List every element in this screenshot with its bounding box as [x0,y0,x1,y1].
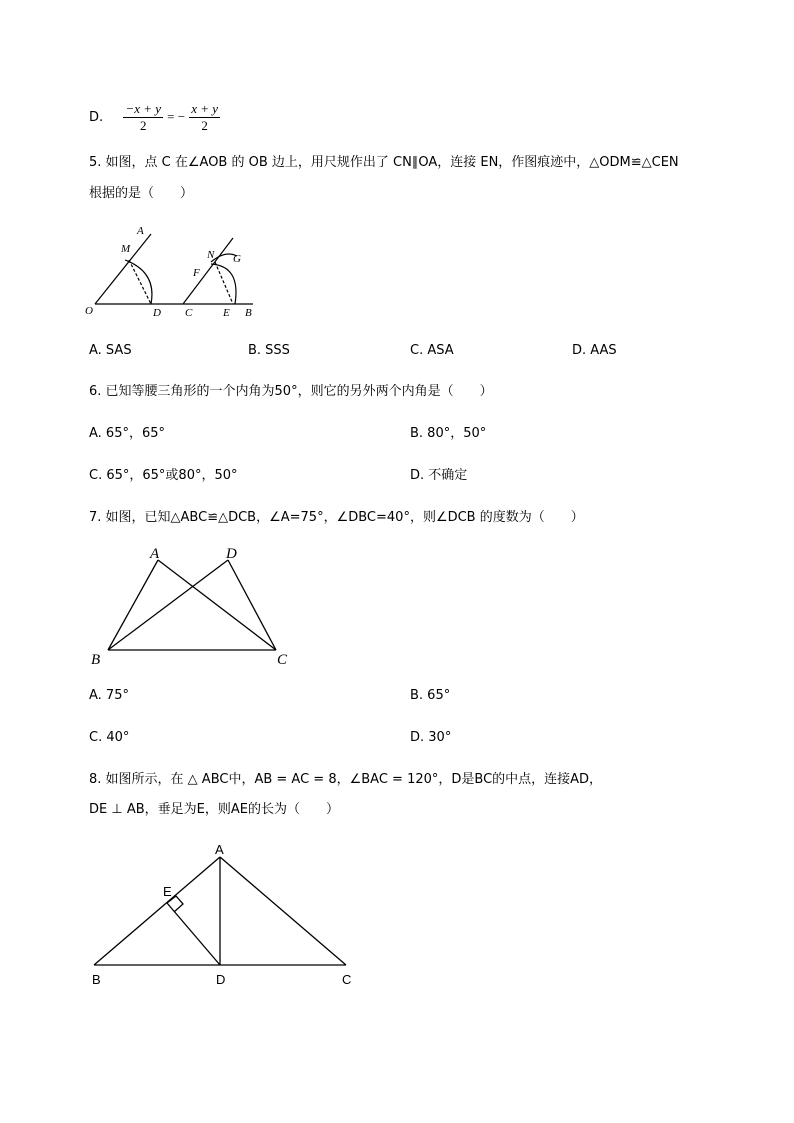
label-A: A [137,225,144,237]
option-d-label: D. [89,110,104,125]
label-M: M [121,243,131,255]
q7-option-c: C. 40° [89,730,130,745]
label-G: G [233,253,241,265]
ray-cn [183,238,233,304]
side-ba [94,857,220,965]
label-B: B [245,307,252,319]
label-E: E [163,884,172,899]
q7-option-d: D. 30° [410,730,452,745]
prev-option-d [89,97,220,138]
label-A: A [215,842,224,857]
lhs-denominator: 2 [139,118,147,133]
label-O: O [85,305,93,317]
label-E: E [223,307,230,319]
lhs-numerator: −x + y [125,101,162,116]
q6-option-a: A. 65°，65° [89,426,166,441]
side-ac [158,560,276,650]
q7-option-b: B. 65° [410,688,451,703]
q5-stem-line1: 5. 如图，点 C 在∠AOB 的 OB 边上，用尺规作出了 CN∥OA，连接 EN，作图痕迹中，△ODM≌△CEN [89,155,679,170]
rhs-fraction [189,101,220,134]
q7-stem: 7. 如图，已知△ABC≌△DCB，∠A=75°，∠DBC=40°，则∠DCB 的度数为（ ） [89,510,584,525]
label-D: D [226,546,237,562]
arc-ne [211,264,236,304]
q7-figure [88,542,298,670]
q6-option-c: C. 65°，65°或80°，50° [89,468,238,483]
label-N: N [207,249,215,261]
q5-option-c: C. ASA [410,343,454,358]
label-B: B [92,972,101,987]
lhs-fraction [123,101,163,134]
label-F: F [193,267,200,279]
q5-option-d: D. AAS [572,343,617,358]
side-ac [220,857,346,965]
q8-stem-line2: DE ⊥ AB，垂足为E，则AE的长为（ ） [89,802,339,817]
label-A: A [150,546,160,562]
rhs-denominator: 2 [201,118,208,133]
q8-stem-line1: 8. 如图所示，在 △ ABC中，AB = AC = 8，∠BAC = 120°，D是BC的中点，连接AD， [89,772,603,787]
side-dc [228,560,276,650]
q7-option-a: A. 75° [89,688,129,703]
segment-de [167,903,220,965]
label-C: C [342,972,352,987]
q8-figure [88,838,358,990]
q5-option-b: B. SSS [248,343,290,358]
label-C: C [277,652,288,668]
q6-option-b: B. 80°，50° [410,426,487,441]
equals-minus: = − [167,109,186,124]
label-D: D [153,307,161,319]
dash-ne [215,262,233,304]
q6-stem: 6. 已知等腰三角形的一个内角为50°，则它的另外两个内角是（ ） [89,384,493,399]
q5-stem-line2: 根据的是（ ） [89,186,194,201]
rhs-numerator: x + y [191,101,219,116]
label-C: C [185,307,193,319]
q5-option-a: A. SAS [89,343,132,358]
q6-option-d: D. 不确定 [410,468,468,483]
label-D: D [216,972,226,987]
label-B: B [91,652,101,668]
side-ba [108,560,158,650]
dash-md [129,260,151,304]
side-bd [108,560,228,650]
q5-figure [85,222,265,322]
